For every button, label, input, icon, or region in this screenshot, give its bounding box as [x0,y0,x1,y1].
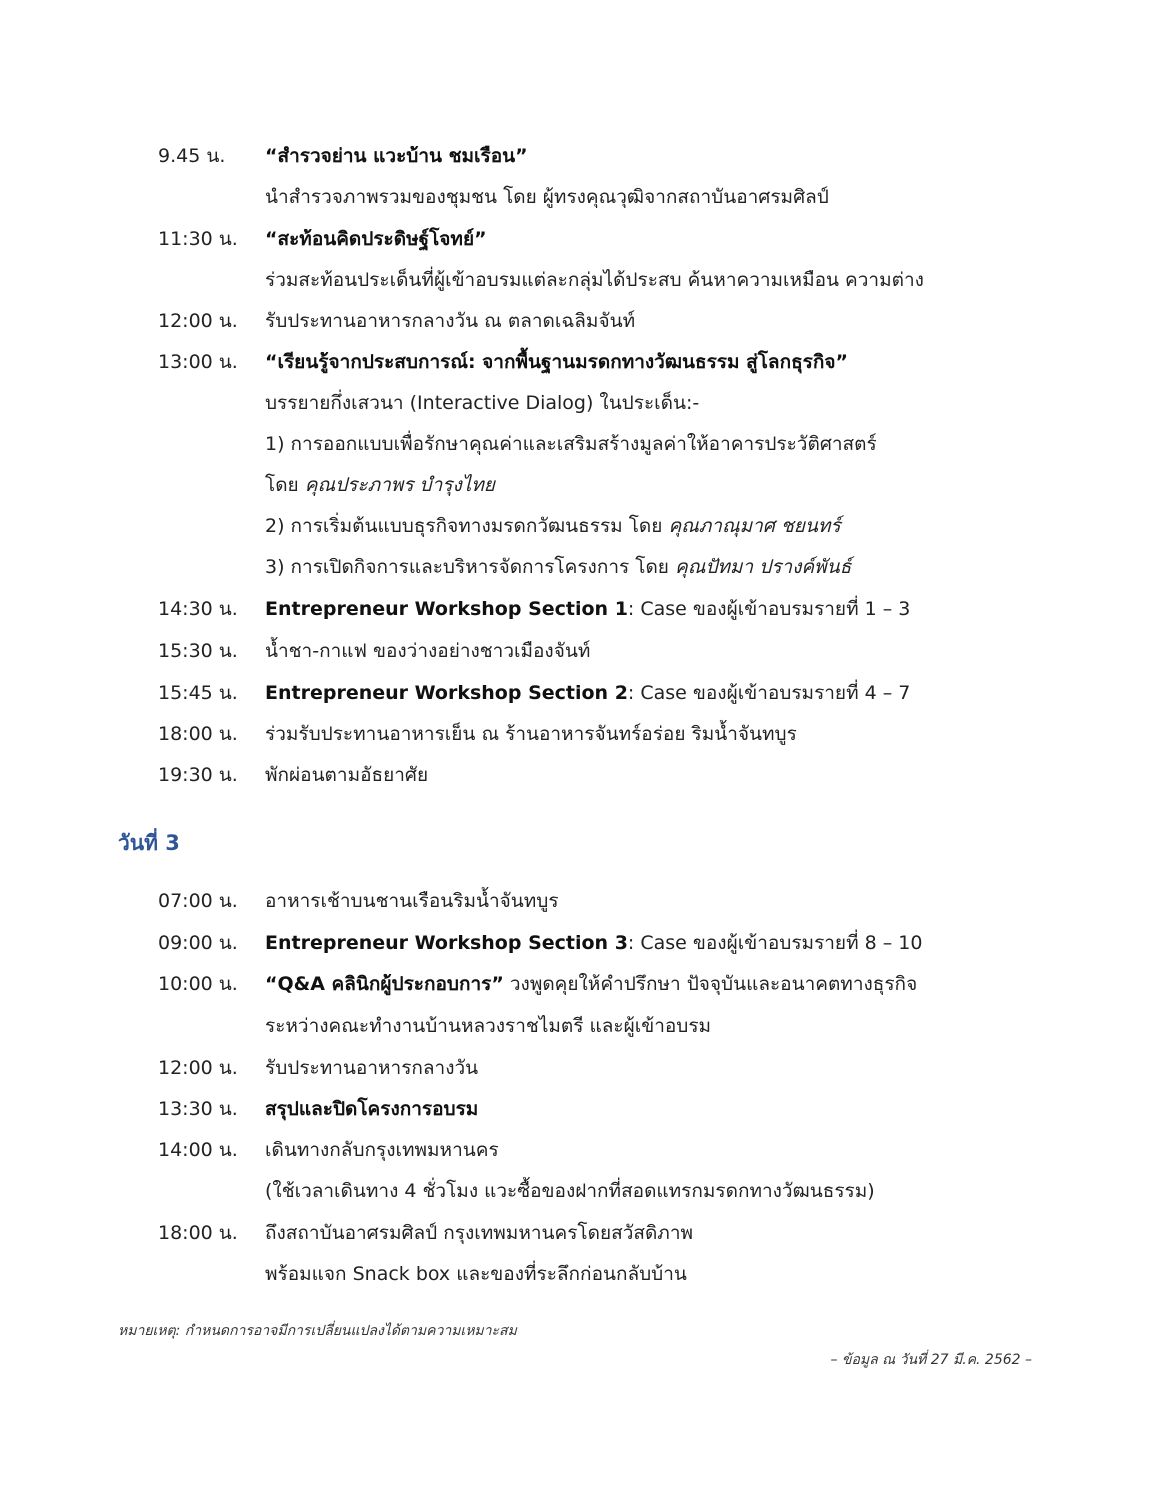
schedule-row-detail [0,425,1159,463]
time-label: 18:00 น. [158,723,238,745]
activity-title: “สะท้อนคิดประดิษฐ์โจทย์” [265,228,487,250]
activity-text: รับประทานอาหารกลางวัน ณ ตลาดเฉลิมจันท์ [265,310,636,332]
topic-text: 2) การเริ่มต้นแบบธุรกิจทางมรดกวัฒนธรรม โดย [265,515,663,537]
schedule-row [0,1090,1159,1128]
workshop-case: : Case ของผู้เข้าอบรมรายที่ 1 – 3 [627,598,911,620]
time-label: 12:00 น. [158,1057,238,1079]
activity-line [265,674,910,712]
time-label: 15:45 น. [158,682,238,704]
schedule-row [0,674,1159,712]
activity-title: “เรียนรู้จากประสบการณ์: จากพื้นฐานมรดกทางวัฒนธรรม สู่โลกธุรกิจ” [265,351,849,373]
schedule-row-detail [0,466,1159,504]
schedule-row [0,220,1159,258]
time-label: 18:00 น. [158,1222,238,1244]
activity-title: สรุปและปิดโครงการอบรม [265,1098,479,1120]
schedule-row-detail [0,1007,1159,1045]
by-label: โดย [265,474,299,496]
schedule-row-detail [0,1255,1159,1293]
data-as-of-date: – ข้อมูล ณ วันที่ 27 มี.ค. 2562 – [830,1352,1032,1368]
workshop-case: : Case ของผู้เข้าอบรมรายที่ 4 – 7 [627,682,911,704]
schedule-row [0,965,1159,1003]
schedule-row-detail [0,384,1159,422]
activity-line [265,924,922,962]
schedule-row [0,343,1159,381]
activity-text: ถึงสถาบันอาศรมศิลป์ กรุงเทพมหานครโดยสวัสดิภาพ [265,1222,694,1244]
topic-item-1: 1) การออกแบบเพื่อรักษาคุณค่าและเสริมสร้างมูลค่าให้อาคารประวัติศาสตร์ [265,433,877,455]
time-label: 13:30 น. [158,1098,238,1120]
schedule-row-detail [0,261,1159,299]
time-label: 13:00 น. [158,351,238,373]
time-label: 15:30 น. [158,640,238,662]
activity-intro: บรรยายกึ่งเสวนา (Interactive Dialog) ในประเด็น:- [265,392,700,414]
time-label: 9.45 น. [158,145,226,167]
activity-description: ระหว่างคณะทำงานบ้านหลวงราชไมตรี และผู้เข้าอบรม [265,1015,712,1037]
schedule-row-detail [0,548,1159,586]
activity-line [265,965,917,1003]
schedule-row-detail [0,1172,1159,1210]
time-label: 14:00 น. [158,1139,238,1161]
day-heading: วันที่ 3 [118,831,180,855]
activity-line [265,590,910,628]
time-label: 11:30 น. [158,228,238,250]
schedule-row [0,632,1159,670]
schedule-row [0,756,1159,794]
schedule-row [0,715,1159,753]
speaker-name: คุณประภาพร บำรุงไทย [304,474,495,496]
workshop-title: Entrepreneur Workshop Section 1 [265,598,628,620]
workshop-title: Entrepreneur Workshop Section 2 [265,682,628,704]
time-label: 12:00 น. [158,310,238,332]
time-label: 09:00 น. [158,932,238,954]
speaker-name: คุณปัทมา ปรางค์พันธ์ [674,556,852,578]
workshop-case: : Case ของผู้เข้าอบรมรายที่ 8 – 10 [627,932,923,954]
activity-text: น้ำชา-กาแฟ ของว่างอย่างชาวเมืองจันท์ [265,640,591,662]
schedule-row [0,1214,1159,1252]
activity-text: ร่วมรับประทานอาหารเย็น ณ ร้านอาหารจันทร์อร่อย ริมน้ำจันทบูร [265,723,797,745]
speaker-name: คุณภาณุมาศ ชยนทร์ [668,515,841,537]
topic-text: 3) การเปิดกิจการและบริหารจัดการโครงการ โดย [265,556,669,578]
activity-text: เดินทางกลับกรุงเทพมหานคร [265,1139,499,1161]
activity-description: ร่วมสะท้อนประเด็นที่ผู้เข้าอบรมแต่ละกลุ่มได้ประสบ ค้นหาความเหมือน ความต่าง [265,269,924,291]
activity-description: นำสำรวจภาพรวมของชุมชน โดย ผู้ทรงคุณวุฒิจากสถาบันอาศรมศิลป์ [265,186,829,208]
workshop-title: Entrepreneur Workshop Section 3 [265,932,628,954]
time-label: 10:00 น. [158,973,238,995]
schedule-row [0,302,1159,340]
topic-item-3 [265,548,851,586]
activity-description: พร้อมแจก Snack box และของที่ระลึกก่อนกลับบ้าน [265,1263,687,1285]
activity-text: รับประทานอาหารกลางวัน [265,1057,479,1079]
activity-description: (ใช้เวลาเดินทาง 4 ชั่วโมง แวะซื้อของฝากที่สอดแทรกมรดกทางวัฒนธรรม) [265,1180,875,1202]
schedule-row [0,1131,1159,1169]
time-label: 19:30 น. [158,764,238,786]
activity-description: วงพูดคุยให้คำปรึกษา ปัจจุบันและอนาคตทางธุรกิจ [503,973,918,995]
time-label: 14:30 น. [158,598,238,620]
activity-title: “Q&A คลินิกผู้ประกอบการ” [265,973,504,995]
topic-item-1-speaker-line [265,466,495,504]
schedule-row-detail [0,507,1159,545]
activity-title: “สำรวจย่าน แวะบ้าน ชมเรือน” [265,145,528,167]
schedule-row [0,882,1159,920]
time-label: 07:00 น. [158,890,238,912]
schedule-row [0,1049,1159,1087]
schedule-row [0,590,1159,628]
activity-text: พักผ่อนตามอัธยาศัย [265,764,429,786]
schedule-row [0,924,1159,962]
topic-item-2 [265,507,841,545]
footnote: หมายเหตุ: กำหนดการอาจมีการเปลี่ยนแปลงได้ตามความเหมาะสม [118,1323,517,1339]
activity-text: อาหารเช้าบนชานเรือนริมน้ำจันทบูร [265,890,559,912]
schedule-row [0,137,1159,175]
schedule-row-detail [0,178,1159,216]
